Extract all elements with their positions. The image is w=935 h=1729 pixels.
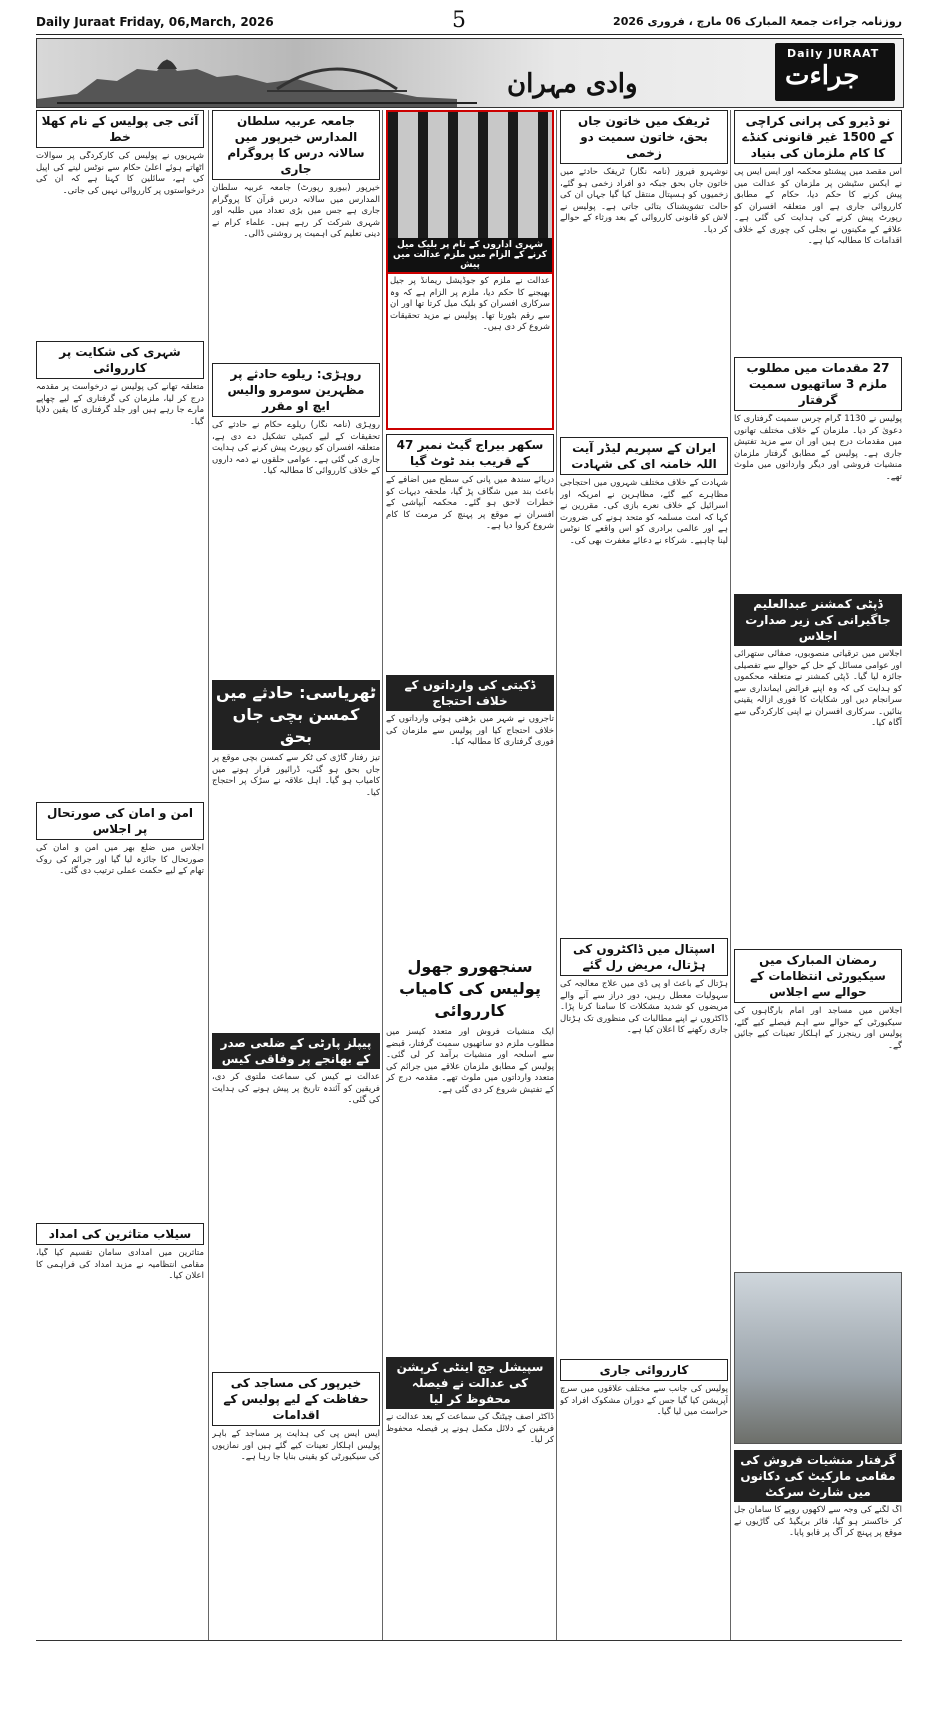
headline: شہری کی شکایت پر کارروائی (36, 341, 204, 379)
article-body: ایک منشیات فروش اور متعدد کیسز میں مطلوب ملزم دو ساتھیوں سمیت گرفتار، قبضے سے اسلحہ اور منشیات برآمد کر لی گئی۔ پولیس کے مطابق ملزمان علاقے میں جرائم کی متعدد وارداتوں میں ملوث تھے۔ مقدمہ درج کر کے تفتیش شروع کر دی گئی ہے۔ (386, 1027, 554, 1095)
page-header (36, 8, 902, 35)
article-body: آگ لگنے کی وجہ سے لاکھوں روپے کا سامان جل کر خاکستر ہو گیا، فائر بریگیڈ کی گاڑیوں نے موقع پر پہنچ کر آگ پر قابو پایا۔ (734, 1505, 902, 1538)
headline: رمضان المبارک میں سیکیورٹی انتظامات کے حوالے سے اجلاس (734, 949, 902, 1003)
column-separator (208, 110, 209, 1640)
section-title: وادی مہران (507, 69, 638, 99)
logo-top-text: Daily JURAAT (787, 47, 880, 60)
headline: اسپتال میں ڈاکٹروں کی ہڑتال، مریض رل گئے (560, 938, 728, 976)
column-2 (560, 110, 728, 1644)
column-3 (386, 110, 554, 1562)
newspaper-logo (775, 43, 895, 101)
article-body: ڈاکٹر آصف چیٹنگ کی سماعت کے بعد عدالت نے فریقین کے دلائل مکمل ہونے پر فیصلہ محفوظ کر لیا۔ (386, 1412, 554, 1445)
headline: 27 مقدمات میں مطلوب ملزم 3 ساتھیوں سمیت گرفتار (734, 357, 902, 411)
headline: جامعہ عربیہ سلطان المدارس خیرپور میں سالانہ درس کا پروگرام جاری (212, 110, 380, 180)
headline: نو ڈیرو کی پرانی کراچی کے 1500 غیر قانونی کنڈے کا کام ملزمان کی بنیاد (734, 110, 902, 164)
article-body: اجلاس میں مساجد اور امام بارگاہوں کی سیکیورٹی کے حوالے سے اہم فیصلے کیے گئے، پولیس اور رینجرز کے اہلکار تعینات کیے جائیں گے۔ (734, 1006, 902, 1051)
article-body: متاثرین میں امدادی سامان تقسیم کیا گیا، مقامی انتظامیہ نے مزید امداد کی فراہمی کا اعلان کیا۔ (36, 1248, 204, 1281)
article-body: تیز رفتار گاڑی کی ٹکر سے کمسن بچی موقع پر جاں بحق ہو گئی، ڈرائیور فرار ہونے میں کامیاب ہو گیا۔ اہل علاقہ نے سڑک پر احتجاج کیا۔ (212, 753, 380, 798)
article-body: ایس ایس پی کی ہدایت پر مساجد کے باہر پولیس اہلکار تعینات کیے گئے ہیں اور نمازیوں کی سیکیورٹی کو یقینی بنایا جا رہا ہے۔ (212, 1429, 380, 1462)
headline: سیلاب متاثرین کی امداد (36, 1223, 204, 1245)
page-number: 5 (452, 8, 466, 33)
column-separator (556, 110, 557, 1640)
article-body: متعلقہ تھانے کی پولیس نے درخواست پر مقدمہ درج کر لیا، ملزمان کی گرفتاری کے لیے چھاپے مارے جا رہے ہیں اور جلد گرفتاری کا یقین دلایا گیا۔ (36, 382, 204, 427)
article-body: عدالت نے کیس کی سماعت ملتوی کر دی، فریقین کو آئندہ تاریخ پر پیش ہونے کی ہدایت کی گئی۔ (212, 1072, 380, 1105)
article-body: دریائے سندھ میں پانی کی سطح میں اضافے کے باعث بند میں شگاف پڑ گیا، ملحقہ دیہات کو خطرات لاحق ہو گئے۔ محکمہ آبپاشی کے افسران نے موقع پر پہنچ کر مرمت کا کام شروع کروا دیا ہے۔ (386, 475, 554, 531)
article-body: پولیس نے 1130 گرام چرس سمیت گرفتاری کا دعویٰ کر دیا۔ ملزمان کے خلاف مختلف تھانوں میں مقدمات درج ہیں اور ان سے مزید تفتیش جاری ہے۔ پولیس کے مطابق گرفتار ملزمان منشیات فروشی اور دیگر وارداتوں میں ملوث تھے۔ (734, 414, 902, 482)
article-body: شہریوں نے پولیس کی کارکردگی پر سوالات اٹھاتے ہوئے اعلیٰ حکام سے نوٹس لینے کی اپیل کی ہے، سائلین کا کہنا ہے کہ ان کی درخواستوں پر کارروائی نہیں کی جاتی۔ (36, 151, 204, 196)
column-1 (734, 110, 902, 1705)
article-body: پولیس کی جانب سے مختلف علاقوں میں سرچ آپریشن کیا گیا جس کے دوران مشکوک افراد کو حراست میں لیا گیا۔ (560, 1384, 728, 1417)
header-english-date: Daily Juraat Friday, 06,March, 2026 (36, 15, 274, 29)
column-separator (730, 110, 731, 1640)
article-body: اجلاس میں ترقیاتی منصوبوں، صفائی ستھرائی اور عوامی مسائل کے حل کے حوالے سے تفصیلی جائزہ لیا گیا۔ ڈپٹی کمشنر نے متعلقہ محکموں کو ہدایت کی کہ وہ اپنے فرائض ایمانداری سے سرانجام دیں اور شکایات کا فوری ازالہ یقینی بنائیں۔ سرکاری افسران نے اپنی کارکردگی سے آگاہ کیا۔ (734, 649, 902, 728)
article-body: ہڑتال کے باعث او پی ڈی میں علاج معالجہ کی سہولیات معطل رہیں، دور دراز سے آنے والے مریضوں کو شدید مشکلات کا سامنا کرنا پڑا۔ ڈاکٹروں نے اپنے مطالبات کی منظوری تک ہڑتال جاری رکھنے کا اعلان کیا ہے۔ (560, 979, 728, 1035)
headline: ڈکیتی کی وارداتوں کے خلاف احتجاج (386, 675, 554, 711)
headline: ٹریفک میں خاتون جاں بحق، خاتون سمیت دو زخمی (560, 110, 728, 164)
headline: ایران کے سپریم لیڈر آیت اللہ خامنہ ای کی شہادت (560, 437, 728, 475)
headline: سپیشل جج اینٹی کرپشن کی عدالت نے فیصلہ محفوظ کر لیا (386, 1357, 554, 1409)
newspaper-page (36, 8, 902, 1650)
news-photo (386, 110, 554, 274)
headline: آئی جی پولیس کے نام کھلا خط (36, 110, 204, 148)
article-body: نوشہرو فیروز (نامہ نگار) ٹریفک حادثے میں خاتون جاں بحق جبکہ دو افراد زخمی ہو گئے، زخمیوں کو ہسپتال منتقل کیا گیا جہاں ان کی حالت تشویشناک بتائی جاتی ہے۔ پولیس نے لاش کو قانونی کارروائی کے بعد ورثاء کے حوالے کر دیا۔ (560, 167, 728, 235)
headline: خیرپور کی مساجد کی حفاظت کے لیے پولیس کے اقدامات (212, 1372, 380, 1426)
skyline-illustration (37, 39, 903, 107)
header-urdu-date: روزنامہ جراءت جمعۃ المبارک 06 مارچ ، فروری 2026 (613, 15, 902, 28)
headline: ڈپٹی کمشنر عبدالعلیم جاگیرانی کی زیر صدارت اجلاس (734, 594, 902, 646)
headline: امن و امان کی صورتحال پر اجلاس (36, 802, 204, 840)
article-body: روہڑی (نامہ نگار) ریلوے حکام نے حادثے کی تحقیقات کے لیے کمیٹی تشکیل دے دی ہے، متعلقہ افسران کو رپورٹ پیش کرنے کی ہدایت جاری کی گئی ہے۔ عوامی حلقوں نے ذمہ داروں کے خلاف کارروائی کا مطالبہ کیا۔ (212, 420, 380, 476)
headline: کارروائی جاری (560, 1359, 728, 1381)
logo-main-text: جراءت (785, 61, 860, 91)
headline: روہڑی: ریلوے حادثے پر مظہرین سومرو والیس ایچ او مقرر (212, 363, 380, 417)
footer-rule (36, 1640, 902, 1641)
headline: گرفتار منشیات فروش کی مقامی مارکیٹ کی دکانوں میں شارٹ سرکٹ (734, 1450, 902, 1502)
column-separator (382, 110, 383, 1640)
column-4 (212, 110, 380, 1729)
article-body: اس مقصد میں پیشنٹو محکمہ اور ایس ایس پی نے ایکس سٹیشن پر ملزمان کو عدالت میں پیش کرنے کا حکم دیا، حکام کے مطابق کارروائی جاری ہے اور متعلقہ افسران کو رپورٹ پیش کرنے کی ہدایت کی گئی ہے۔ علاقے کے مکینوں نے بجلی کی چوری کے خلاف اقدامات کا مطالبہ کیا ہے۔ (734, 167, 902, 246)
headline: سنجھورو جھول پولیس کی کامیاب کارروائی (399, 957, 541, 1020)
column-5 (36, 110, 204, 1608)
article-body: عدالت نے ملزم کو جوڈیشل ریمانڈ پر جیل بھیجنے کا حکم دیا، ملزم پر الزام ہے کہ وہ سرکاری افسران کو بلیک میل کرتا تھا اور ان سے رقم بٹورتا تھا۔ پولیس نے مزید تحقیقات شروع کر دی ہیں۔ (386, 274, 554, 430)
photo-caption: شہری اداروں کے نام پر بلیک میل کرنے کے الزام میں ملزم عدالت میں پیش (388, 238, 552, 272)
headline: سکھر بیراج گیٹ نمبر 47 کے قریب بند ٹوٹ گیا (386, 434, 554, 472)
headline: ٹھریاسی: حادثے میں کمسن بچی جاں بحق (212, 680, 380, 750)
headline: پیپلز پارٹی کے ضلعی صدر کے بھانجے پر وفاقی کیس (212, 1033, 380, 1069)
masthead-banner (36, 38, 904, 108)
article-body: تاجروں نے شہر میں بڑھتی ہوئی وارداتوں کے خلاف احتجاج کیا اور پولیس سے ملزمان کی فوری گرفتاری کا مطالبہ کیا۔ (386, 714, 554, 747)
article-body: خیرپور (بیورو رپورٹ) جامعہ عربیہ سلطان المدارس میں سالانہ درس قرآن کا پروگرام جاری ہے جس میں بڑی تعداد میں طلبہ اور شہری شرکت کر رہے ہیں۔ علماء کرام نے دینی تعلیم کی اہمیت پر روشنی ڈالی۔ (212, 183, 380, 239)
article-body: اجلاس میں ضلع بھر میں امن و امان کی صورتحال کا جائزہ لیا گیا اور جرائم کی روک تھام کے لیے حکمت عملی ترتیب دی گئی۔ (36, 843, 204, 876)
article-body: شہادت کے خلاف مختلف شہروں میں احتجاجی مظاہرے کیے گئے، مظاہرین نے امریکہ اور اسرائیل کے خلاف نعرے بازی کی۔ مقررین نے کہا کہ امت مسلمہ کو متحد ہونے کی ضرورت ہے اور عالمی برادری کو اس واقعے کا نوٹس لینا چاہیے۔ شرکاء نے دعائے مغفرت بھی کی۔ (560, 478, 728, 546)
bridge-photo (734, 1272, 902, 1444)
